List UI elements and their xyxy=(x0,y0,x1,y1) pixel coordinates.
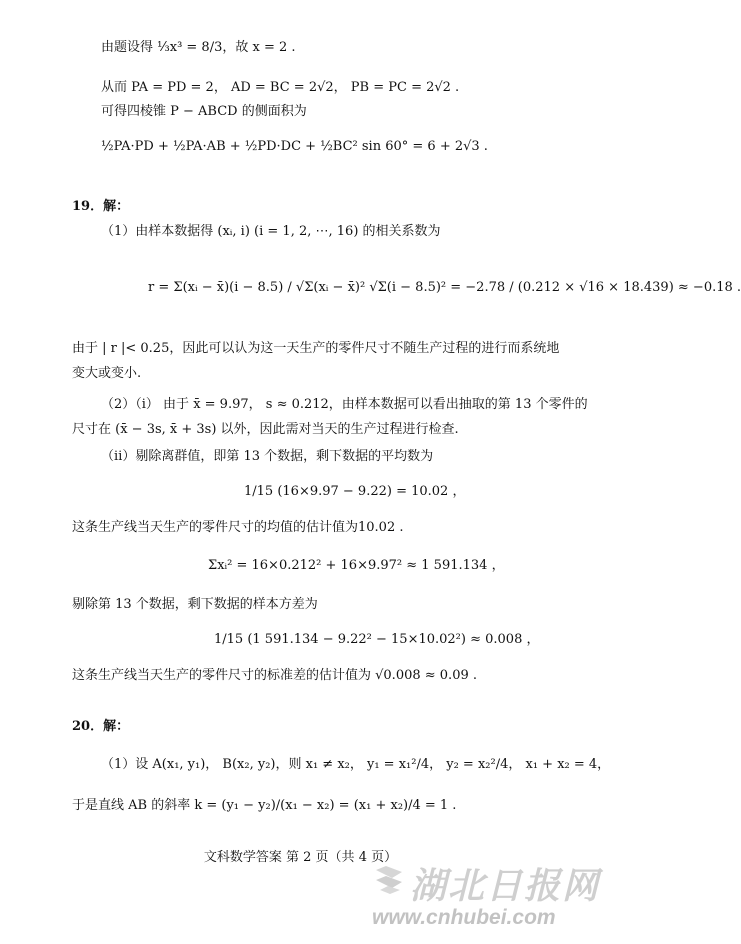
line-1 xyxy=(101,38,296,58)
line-13 xyxy=(72,518,403,538)
line-11 xyxy=(101,447,433,467)
line-3-text: 可得四棱锥 P − ABCD 的侧面积为 xyxy=(101,104,307,119)
line-6-text: r = Σ(xᵢ − x̄)(i − 8.5) / √Σ(xᵢ − x̄)² √Σ(i − 8.5)² = −2.78 / (0.212 × √16 × 18.439) ≈ −0.18 . xyxy=(148,280,741,295)
page-footer-text: 文科数学答案 第 2 页（共 4 页） xyxy=(203,850,398,865)
line-4-text: ½PA·PD + ½PA·AB + ½PD·DC + ½BC² sin 60° = 6 + 2√3 . xyxy=(101,139,488,154)
line-19-text: 于是直线 AB 的斜率 k = (y₁ − y₂)/(x₁ − x₂) = (x₁ + x₂)/4 = 1 . xyxy=(72,798,457,813)
line-2 xyxy=(101,78,459,98)
line-12-formula xyxy=(244,482,465,502)
line-10-text: 尺寸在 (x̄ − 3s, x̄ + 3s) 以外，因此需对当天的生产过程进行检查. xyxy=(72,422,459,437)
section-19-heading xyxy=(72,197,129,217)
line-14-text: Σxᵢ² = 16×0.212² + 16×9.97² ≈ 1 591.134 ， xyxy=(208,558,505,573)
line-6-formula xyxy=(148,278,741,298)
line-17-text: 这条生产线当天生产的零件尺寸的标准差的估计值为 √0.008 ≈ 0.09 . xyxy=(72,668,477,683)
line-13-text: 这条生产线当天生产的零件尺寸的均值的估计值为10.02 . xyxy=(72,520,404,535)
line-4 xyxy=(101,137,488,157)
watermark-chinese: 湖北日报网 xyxy=(410,865,601,907)
line-14-formula xyxy=(208,556,505,576)
line-7-text: 由于 | r |< 0.25，因此可以认为这一天生产的零件尺寸不随生产过程的进行而系统地 xyxy=(72,341,560,356)
line-17 xyxy=(72,666,477,686)
section-19-label: 19．解： xyxy=(72,199,130,214)
line-19 xyxy=(72,796,456,816)
line-9 xyxy=(101,395,588,415)
line-8 xyxy=(72,364,141,384)
line-2-text: 从而 PA = PD = 2， AD = BC = 2√2， PB = PC = 2√2 . xyxy=(101,80,460,95)
line-12-text: 1/15 (16×9.97 − 9.22) = 10.02 ， xyxy=(244,484,466,499)
line-16-formula xyxy=(214,630,539,650)
section-20-label: 20．解： xyxy=(72,719,130,734)
watermark-logo-icon xyxy=(372,862,406,896)
line-3 xyxy=(101,102,307,122)
line-10 xyxy=(72,420,459,440)
line-18-text: （1）设 A(x₁, y₁)， B(x₂, y₂)，则 x₁ ≠ x₂， y₁ = x₁²/4， y₂ = x₂²/4， x₁ + x₂ = 4， xyxy=(101,757,611,772)
watermark-url: www.cnhubei.com xyxy=(372,906,556,929)
line-16-text: 1/15 (1 591.134 − 9.22² − 15×10.02²) ≈ 0.008 ， xyxy=(214,632,540,647)
line-1-text: 由题设得 ⅓x³ = 8/3，故 x = 2 . xyxy=(101,40,296,55)
line-7 xyxy=(72,339,559,359)
line-8-text: 变大或变小. xyxy=(72,366,142,381)
line-11-text: （ⅱ）剔除离群值，即第 13 个数据，剩下数据的平均数为 xyxy=(101,449,434,464)
line-5 xyxy=(101,222,441,242)
line-5-text: （1）由样本数据得 (xᵢ, i) (i = 1, 2, ⋯, 16) 的相关系数为 xyxy=(101,224,441,239)
section-20-heading xyxy=(72,717,129,737)
line-15 xyxy=(72,595,318,615)
line-15-text: 剔除第 13 个数据，剩下数据的样本方差为 xyxy=(72,597,318,612)
line-18 xyxy=(101,755,610,775)
line-9-text: （2）（ⅰ） 由于 x̄ = 9.97， s ≈ 0.212，由样本数据可以看出抽取的第 13 个零件的 xyxy=(101,397,588,412)
